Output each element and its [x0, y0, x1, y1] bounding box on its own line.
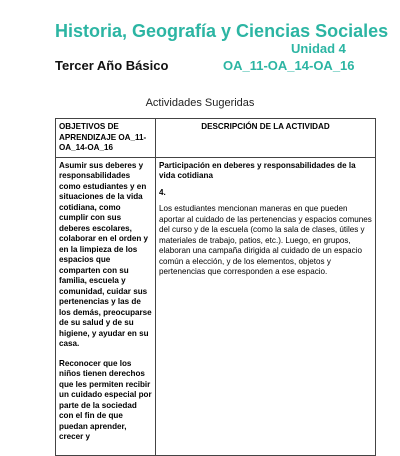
grade-label: Tercer Año Básico	[55, 58, 169, 73]
activity-title: Participación en deberes y responsabilidades de la vida cotidiana	[159, 160, 356, 180]
objectives-cell	[56, 157, 156, 455]
section-title: Actividades Sugeridas	[145, 97, 255, 109]
activity-description: Los estudiantes mencionan maneras en que pueden aportar al cuidado de las pertenencias y espacios comunes del curso y de la escuela (como la sala de clases, útiles y materiales de trabajo, patios, etc.). Luego, en grupos, elaboran una campaña dirigida al cuidado de un espacio común a elección, y de los elementos, objetos y pertenencias que corresponden a ese espacio.	[159, 204, 372, 276]
objective-text: Reconocer que los niños tienen derechos que les permiten recibir un cuidado especial por parte de la sociedad con el fin de que puedan aprender, crecer y	[59, 358, 152, 441]
activities-table	[55, 118, 376, 456]
header-title: Historia, Geografía y Ciencias Sociales	[55, 21, 389, 41]
activity-cell	[156, 157, 376, 455]
unit-label: Unidad 4	[291, 41, 346, 56]
activity-header: DESCRIPCIÓN DE LA ACTIVIDAD	[156, 119, 376, 158]
table-header-row	[56, 119, 376, 158]
table-row	[56, 157, 376, 455]
objective-text: Asumir sus deberes y responsabilidades como estudiantes y en situaciones de la vida cotidiana, como cumplir con sus deberes escolares, colaborar en el orden y en la limpieza de los espacios que comparten con su familia, escuela y comunidad, cuidar sus pertenencias y las de los demás, preocuparse de su salud y de su higiene, y ayudar en su casa.	[59, 160, 152, 348]
activity-number: 4.	[159, 187, 166, 197]
objectives-header: OBJETIVOS DE APRENDIZAJE OA_11-OA_14-OA_16	[56, 119, 156, 158]
oa-codes: OA_11-OA_14-OA_16	[223, 58, 355, 73]
